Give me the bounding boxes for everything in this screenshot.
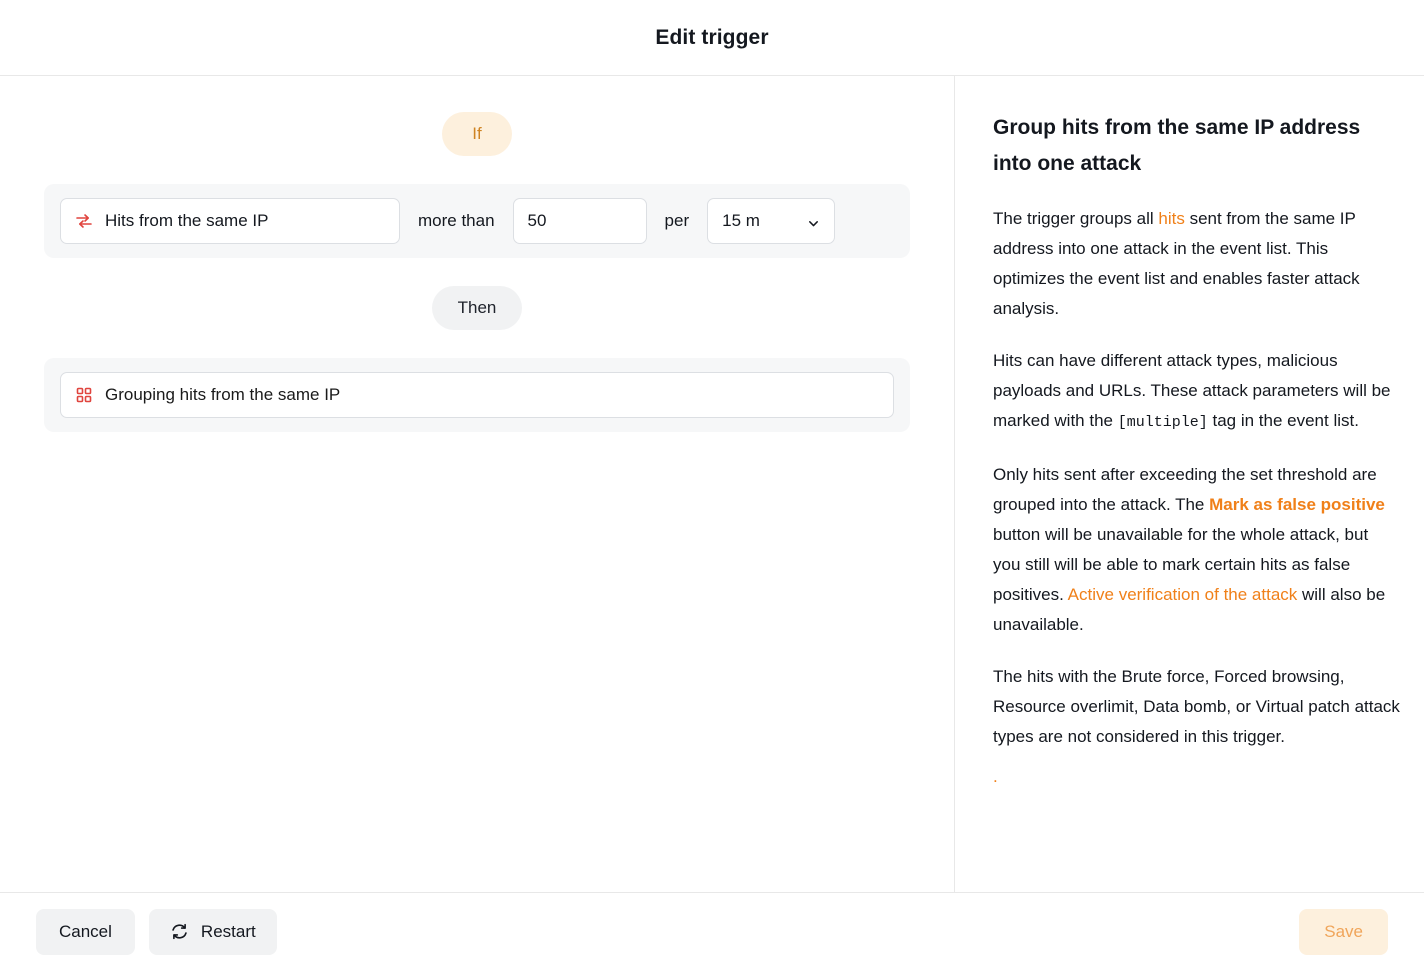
condition-per-label: per (664, 211, 690, 230)
condition-subject-label: Hits from the same IP (105, 211, 269, 230)
info-paragraph-2 (993, 346, 1400, 438)
restart-button[interactable] (149, 909, 277, 955)
info-pane (955, 76, 1424, 892)
info-p3-text-c: will also be unavailable. (993, 585, 1386, 635)
info-paragraph-1 (993, 204, 1400, 324)
if-pill-row (44, 112, 910, 156)
action-card (44, 358, 910, 432)
grid-icon (75, 386, 93, 404)
condition-operator-label: more than (418, 211, 495, 230)
chevron-down-icon (807, 215, 820, 228)
condition-card (44, 184, 910, 258)
dialog-body (0, 76, 1424, 892)
condition-threshold-input[interactable] (513, 198, 647, 244)
active-verification-link[interactable]: Active verification of the attack (1067, 585, 1298, 605)
info-p3-text-b: button will be unavailable for the whole attack, but you still will be able to mark certain hits as false positives. (993, 525, 1369, 605)
info-p1-text-b: sent from the same IP address into one attack in the event list. This optimizes the event list and enables faster attack analysis. (993, 209, 1360, 319)
info-p2-text-a: Hits can have different attack types, malicious payloads and URLs. These attack parameters will be marked with the (993, 351, 1391, 431)
info-paragraph-4: The hits with the Brute force, Forced browsing, Resource overlimit, Data bomb, or Virtual patch attack types are not considered in this trigger. (993, 667, 1400, 747)
refresh-icon (170, 922, 189, 941)
then-pill: Then (432, 286, 523, 330)
condition-subject-select[interactable] (60, 198, 400, 244)
arrows-right-icon (75, 212, 93, 230)
action-label: Grouping hits from the same IP (105, 385, 341, 404)
cancel-button[interactable]: Cancel (36, 909, 135, 955)
info-p1-text-a: The trigger groups all (993, 209, 1159, 229)
mark-as-false-positive-link[interactable]: Mark as false positive (1209, 495, 1385, 515)
info-cutoff-marker: . (993, 767, 998, 787)
action-select[interactable] (60, 372, 894, 418)
info-title: Group hits from the same IP address into one attack (993, 116, 1361, 176)
condition-period-select[interactable] (707, 198, 835, 244)
info-p3-text-a: Only hits sent after exceeding the set threshold are grouped into the attack. The (993, 465, 1377, 515)
then-pill-row (44, 286, 910, 330)
trigger-builder-pane (0, 76, 955, 892)
multiple-tag-code: [multiple] (1117, 414, 1208, 432)
page-title: Edit trigger (655, 25, 769, 49)
dialog-footer (0, 892, 1424, 970)
if-pill: If (442, 112, 511, 156)
hits-link[interactable]: hits (1158, 209, 1185, 229)
dialog-header (0, 0, 1424, 76)
condition-threshold-value: 50 (527, 211, 547, 230)
condition-period-value: 15 m (722, 211, 760, 230)
info-paragraph-3 (993, 460, 1400, 640)
restart-button-label: Restart (200, 921, 256, 941)
info-p2-text-b: tag in the event list. (1207, 411, 1359, 431)
save-button[interactable]: Save (1299, 909, 1388, 955)
